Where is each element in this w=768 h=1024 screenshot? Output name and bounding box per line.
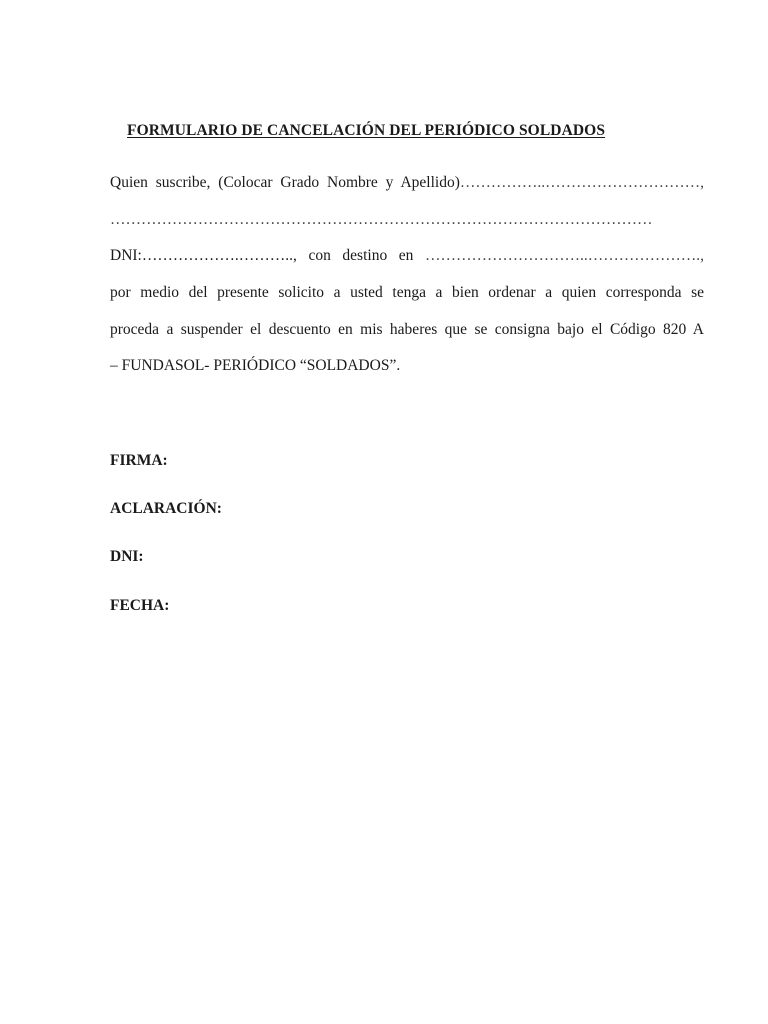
line-2-dots: …………………………………………………………………………………………… [110, 211, 653, 228]
body-line-4: por medio del presente solicito a usted tenga a bien ordenar a quien corresponda se [110, 284, 704, 301]
line-1-dots: ……………..…………………………, [459, 174, 704, 191]
line-3-dni-text: DNI:……………….……….., con destino en [110, 247, 414, 264]
body-line-3 [110, 246, 704, 266]
signature-label: FIRMA: [110, 452, 168, 469]
clarification-label: ACLARACIÓN: [110, 500, 222, 517]
body-line-1 [110, 173, 704, 193]
body-line-6: – FUNDASOL- PERIÓDICO “SOLDADOS”. [110, 357, 401, 374]
body-line-5: proceda a suspender el descuento en mis haberes que se consigna bajo el Código 820 A [110, 321, 704, 338]
dni-label: DNI: [110, 548, 144, 565]
line-3-dots: …………………………..…………………., [425, 247, 704, 264]
document-title: FORMULARIO DE CANCELACIÓN DEL PERIÓDICO SOLDADOS [127, 122, 606, 139]
body-line-2 [110, 210, 704, 230]
date-label: FECHA: [110, 597, 170, 614]
line-1-text: Quien suscribe, (Colocar Grado Nombre y Apellido) [110, 174, 460, 191]
